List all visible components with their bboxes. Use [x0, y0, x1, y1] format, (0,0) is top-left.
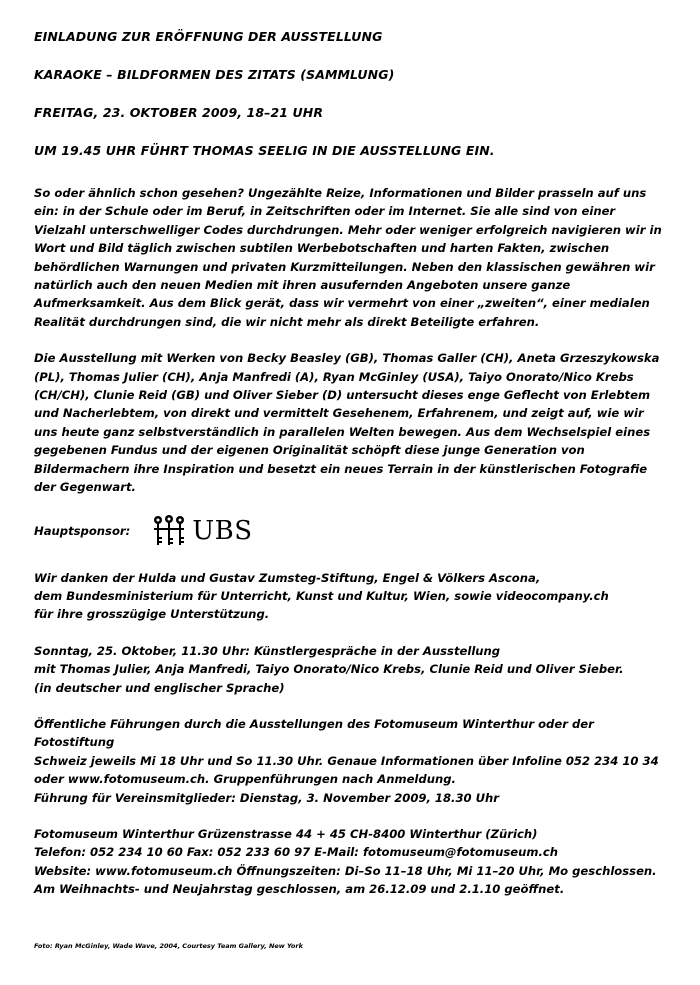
- text-line: (in deutscher und englischer Sprache): [34, 680, 285, 695]
- tours-paragraph: [34, 715, 666, 807]
- ubs-logo-text: UBS: [192, 515, 253, 546]
- text-line: Am Weihnachts- und Neujahrstag geschlossen, am 26.12.09 und 2.1.10 geöffnet.: [34, 882, 565, 897]
- introduction-note: UM 19.45 UHR FÜHRT THOMAS SEELIG IN DIE AUSSTELLUNG EIN.: [34, 143, 495, 158]
- text-line: Telefon: 052 234 10 60 Fax: 052 233 60 97 E-Mail: fotomuseum@fotomuseum.ch: [34, 845, 558, 860]
- text-line: Wir danken der Hulda und Gustav Zumsteg-Stiftung, Engel & Völkers Ascona,: [34, 570, 541, 585]
- intro-paragraph: So oder ähnlich schon gesehen? Ungezählte Reize, Informationen und Bilder prasseln auf uns ein: in der Schule oder im Beruf, in Zeitschriften oder im Internet. Sie alle sind von einer Vielzahl unterschwelliger Codes durchdrungen. Mehr oder weniger erfolgreich navigieren wir in Wort und Bild täglich zwischen subtilen Werbebotschaften und harten Fakten, zwischen behördlichen Warnungen und privaten Kurzmitteilungen. Neben den klassischen gewähren wir natürlich auch den neuen Medien mit ihren ausufernden Angeboten unsere ganze Aufmerksamkeit. Aus dem Blick gerät, dass wir vermehrt von einer „zweiten“, einer medialen Realität durchdrungen sind, die wir nicht mehr als direkt Beteiligte erfahren.: [34, 186, 662, 329]
- thanks-paragraph: [34, 569, 666, 624]
- sponsor-block: [34, 515, 666, 547]
- artist-talk-paragraph: [34, 642, 666, 697]
- sponsor-label: Hauptsponsor:: [34, 523, 131, 538]
- ubs-keys-icon: [152, 515, 186, 547]
- ubs-logo: [152, 515, 252, 547]
- text-line: oder www.fotomuseum.ch. Gruppenführungen nach Anmeldung.: [34, 772, 456, 787]
- photo-credit: Foto: Ryan McGinley, Wade Wave, 2004, Courtesy Team Gallery, New York: [34, 942, 303, 950]
- text-line: für ihre grosszügige Unterstützung.: [34, 607, 270, 622]
- text-line: Schweiz jeweils Mi 18 Uhr und So 11.30 Uhr. Genaue Informationen über Infoline 052 234 10 34: [34, 753, 659, 768]
- exhibition-title: KARAOKE – BILDFORMEN DES ZITATS (SAMMLUNG): [34, 67, 395, 82]
- text-line: Öffentliche Führungen durch die Ausstellungen des Fotomuseum Winterthur oder der Fotostiftung: [34, 716, 594, 750]
- exhibition-paragraph: Die Ausstellung mit Werken von Becky Beasley (GB), Thomas Galler (CH), Aneta Grzeszykowska (PL), Thomas Julier (CH), Anja Manfredi (A), Ryan McGinley (USA), Taiyo Onorato/Nico Krebs (CH/CH), Clunie Reid (GB) und Oliver Sieber (D) untersucht dieses enge Geflecht von Erlebtem und Nacherlebtem, von direkt und vermittelt Gesehenem, Erfahrenem, und zeigt auf, wie wir uns heute ganz selbstverständlich in parallelen Welten bewegen. Aus dem Wechselspiel eines gegebenen Fundus und der eigenen Originalität schöpft diese junge Generation von Bildermachern ihre Inspiration und besetzt ein neues Terrain in der künstlerischen Fotografie der Gegenwart.: [34, 351, 660, 495]
- opening-date: FREITAG, 23. OKTOBER 2009, 18–21 UHR: [34, 105, 324, 120]
- text-line: Sonntag, 25. Oktober, 11.30 Uhr: Künstlergespräche in der Ausstellung: [34, 643, 501, 658]
- invitation-heading: EINLADUNG ZUR ERÖFFNUNG DER AUSSTELLUNG: [34, 29, 383, 44]
- text-line: Fotomuseum Winterthur Grüzenstrasse 44 + 45 CH-8400 Winterthur (Zürich): [34, 826, 538, 841]
- text-line: Website: www.fotomuseum.ch Öffnungszeiten: Di–So 11–18 Uhr, Mi 11–20 Uhr, Mo geschlossen.: [34, 863, 657, 878]
- text-line: dem Bundesministerium für Unterricht, Kunst und Kultur, Wien, sowie videocompany.ch: [34, 588, 609, 603]
- contact-paragraph: [34, 825, 666, 899]
- text-line: mit Thomas Julier, Anja Manfredi, Taiyo Onorato/Nico Krebs, Clunie Reid und Oliver Sieber.: [34, 662, 624, 677]
- text-line: Führung für Vereinsmitglieder: Dienstag, 3. November 2009, 18.30 Uhr: [34, 790, 500, 805]
